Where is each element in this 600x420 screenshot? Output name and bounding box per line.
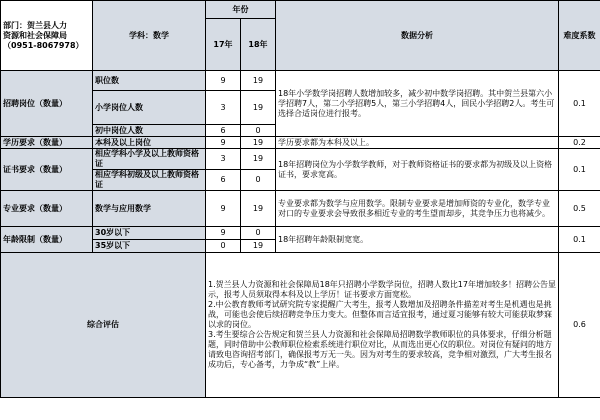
age-30-18: 0 [241,227,276,240]
cert-primary-18: 19 [241,149,276,170]
cert-primary-17: 3 [206,149,241,170]
overall-evaluation [206,253,559,398]
department-phone: （0951-8067978） [3,40,84,50]
age-category: 年龄限制（数量） [1,227,93,253]
year-header: 年份 [206,1,276,19]
recruit-primary-18: 19 [241,91,276,125]
age-35-18: 19 [241,240,276,253]
recruit-primary-17: 3 [206,91,241,125]
age-item-35: 35岁以下 [93,240,206,253]
overall-point-2: 2.中公教育教师考试研究院专家提醒广大考生，报考人数增加及招聘条件描差对考生是机遇也是挑战，可能也会使后续招聘竞争压力变大。但整体而言适宜报考，通过夏习能够有较大可能获取梦寐以求的岗位。 [208,300,552,329]
department-name-line1: 部门：贺兰县人力 [3,20,67,30]
cert-item-primary: 相应学科小学及以上教师资格证 [93,149,206,170]
education-item: 本科及以上岗位 [93,137,206,149]
age-item-30: 30岁以下 [93,227,206,240]
major-item: 数学与应用数学 [93,191,206,227]
overall-point-3: 3.考生要综合公告规定和贺兰县人力资源和社会保障局招聘数学教师职位的具体要求，仔细分析题题，同时借助中公教师职位检索系统进行职位对比，从而选出更心仪的职位。对岗位有疑问的地方请致电咨询招考部门，确保报考万无一失。因为对考生的要求较高，竞争相对激烈，广大考生报名成功后，专心备考，力争成“教”上岸。 [208,330,552,369]
major-category: 专业要求（数量） [1,191,93,227]
cert-item-junior: 相应学科初级及以上教师资格证 [93,170,206,191]
major-analysis: 专业要求都为数学与应用数学。限制专业要求是增加师资的专业化，数学专业对口的专业要求会导致很多相近专业的考生望而却步，其竞争压力也将减少。 [276,191,559,227]
major-17: 9 [206,191,241,227]
education-17: 9 [206,137,241,149]
recruit-junior-18: 0 [241,125,276,137]
age-35-17: 0 [206,240,241,253]
cert-difficulty: 0.1 [559,149,600,191]
recruit-difficulty: 0.1 [559,71,600,137]
recruit-item-positions: 职位数 [93,71,206,91]
cert-category: 证书要求（数量） [1,149,93,191]
age-difficulty: 0.1 [559,227,600,253]
overall-point-1: 1.贺兰县人力资源和社会保障局18年只招聘小学数学岗位，招聘人数比17年增加较多！招聘公告显示，报考人员须取得本科及以上学历！证书要求方面宽松。 [208,280,556,299]
overall-difficulty: 0.6 [559,253,600,398]
difficulty-header: 难度系数 [559,1,600,71]
analysis-header: 数据分析 [276,1,559,71]
education-18: 19 [241,137,276,149]
recruit-category: 招聘岗位（数量） [1,71,93,137]
education-difficulty: 0.2 [559,137,600,149]
recruit-positions-18: 19 [241,71,276,91]
education-analysis: 学历要求都为本科及以上。 [276,137,559,149]
recruit-item-junior: 初中岗位人数 [93,125,206,137]
major-18: 19 [241,191,276,227]
subject-header: 学科：数学 [93,1,206,71]
department-name-line2: 资源和社会保障局 [3,30,67,40]
cert-junior-18: 0 [241,170,276,191]
overall-category: 综合评估 [1,253,206,398]
recruit-item-primary: 小学岗位人数 [93,91,206,125]
recruit-junior-17: 6 [206,125,241,137]
recruit-positions-17: 9 [206,71,241,91]
age-analysis: 18年招聘年龄限制宽宽。 [276,227,559,253]
department-cell [1,1,93,71]
year-17-header: 17年 [206,19,241,71]
year-18-header: 18年 [241,19,276,71]
recruit-analysis: 18年小学数学岗招聘人数增加较多，减少初中数学岗招聘。其中贺兰县第六小学招聘7人，第二小学招聘5人，第三小学招聘4人，回民小学招聘2人。考生可选择合适岗位进行报考。 [276,71,559,137]
major-difficulty: 0.5 [559,191,600,227]
cert-junior-17: 6 [206,170,241,191]
age-30-17: 9 [206,227,241,240]
education-category: 学历要求（数量） [1,137,93,149]
cert-analysis: 18年招聘岗位为小学数学教师，对于教师资格证书的要求都为初级及以上资格证书，要求宽高。 [276,149,559,191]
